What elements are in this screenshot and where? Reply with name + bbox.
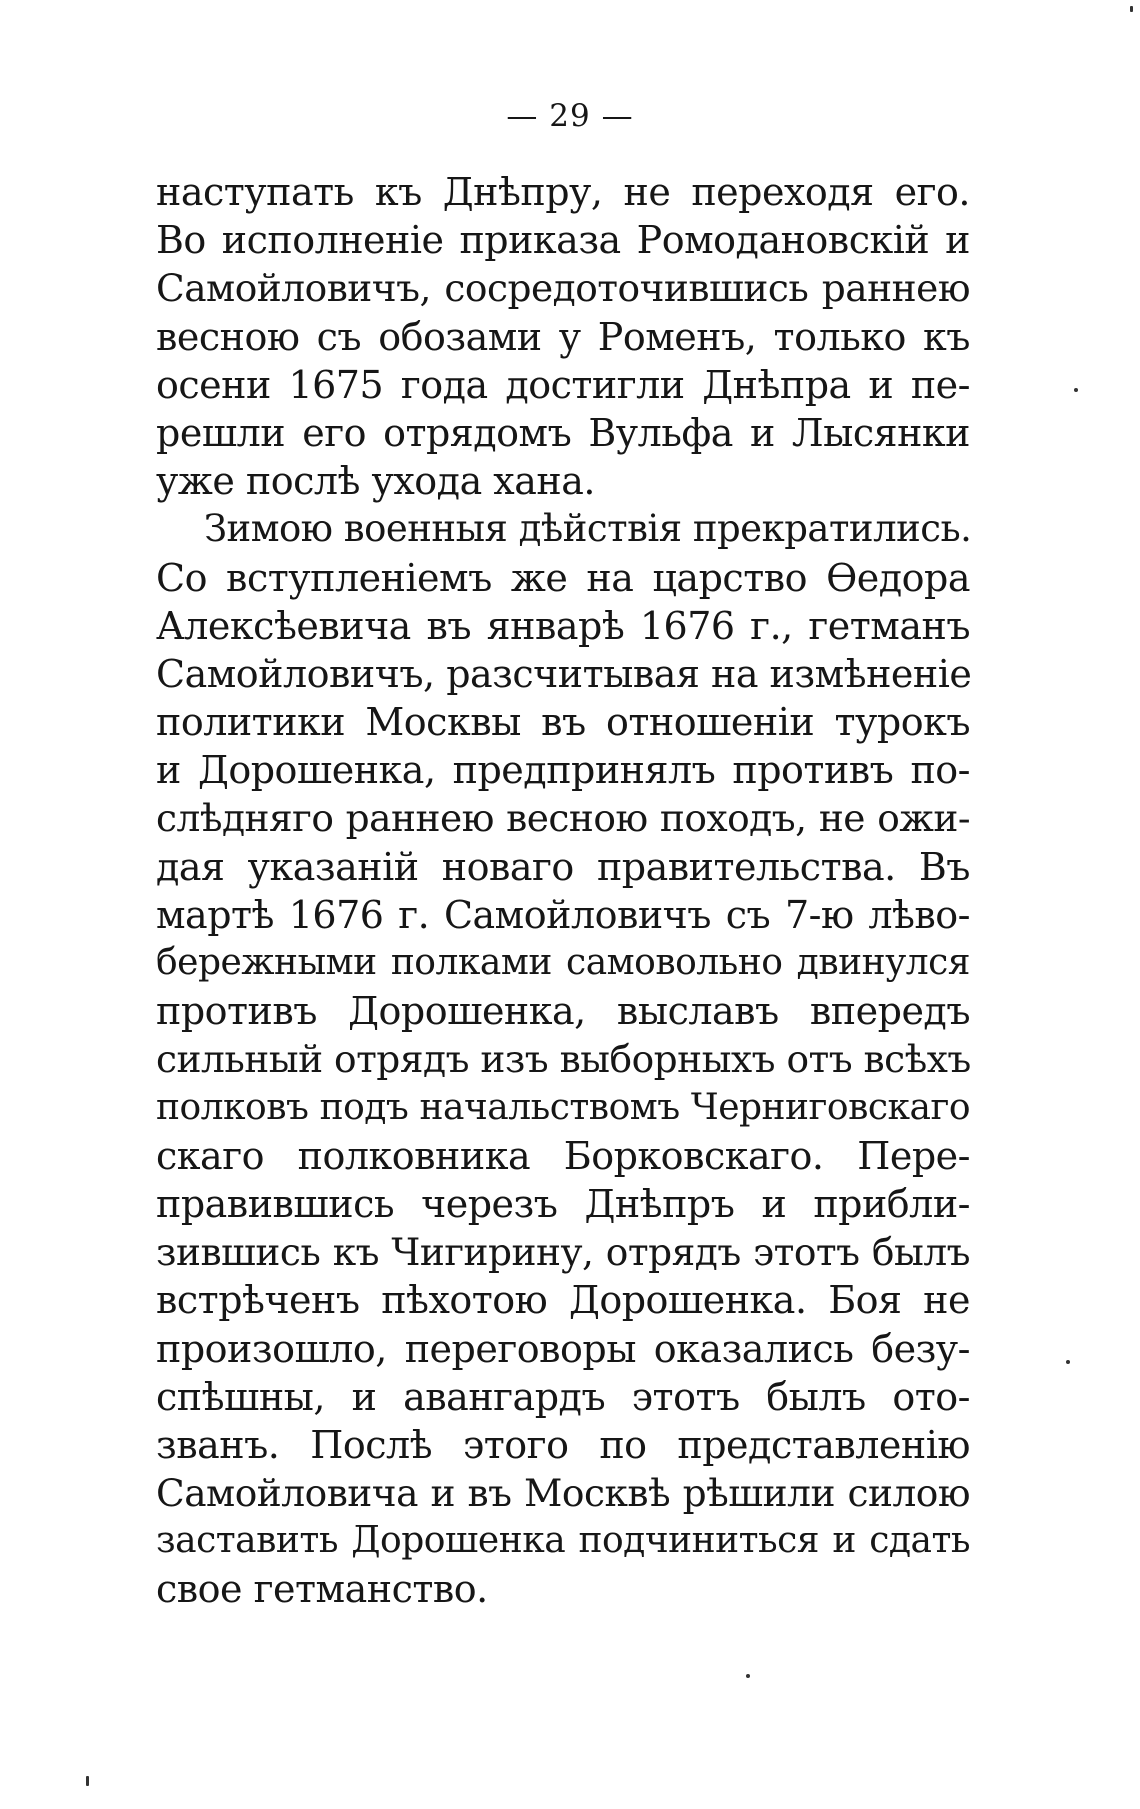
text-line: правившись черезъ Днѣпръ и прибли- xyxy=(156,1181,970,1226)
text-line: полковъ подъ начальствомъ Черниговскаго xyxy=(156,1086,970,1128)
scan-speck xyxy=(86,1776,89,1786)
text-line: мартѣ 1676 г. Самойловичъ съ 7-ю лѣво- xyxy=(156,892,970,937)
text-line: свое гетманство. xyxy=(156,1567,488,1612)
page-number: — 29 — xyxy=(506,98,634,134)
text-line: противъ Дорошенка, выславъ впередъ xyxy=(156,989,970,1034)
scan-speck xyxy=(746,1674,750,1678)
text-line: осени 1675 года достигли Днѣпра и пе- xyxy=(156,362,970,407)
text-line: дая указаній новаго правительства. Въ xyxy=(156,844,970,889)
text-line: политики Москвы въ отношеніи турокъ xyxy=(156,700,970,745)
text-line: Зимою военныя дѣйствія прекратились. xyxy=(204,507,972,551)
text-line: сильный отрядъ изъ выборныхъ отъ всѣхъ xyxy=(156,1037,971,1082)
text-line: Самойловичъ, сосредоточившись раннею xyxy=(156,266,970,311)
text-line: званъ. Послѣ этого по представленію xyxy=(156,1422,970,1467)
text-line: заставить Дорошенка подчиниться и сдать xyxy=(156,1520,970,1562)
text-line: Самойловичъ, разсчитывая на измѣненіе xyxy=(156,651,972,696)
text-line: наступать къ Днѣпру, не переходя его. xyxy=(156,170,970,214)
text-line: бережными полками самовольно двинулся xyxy=(156,942,970,983)
text-line: зившись къ Чигирину, отрядъ этотъ былъ xyxy=(156,1230,970,1275)
text-line: уже послѣ ухода хана. xyxy=(156,459,595,504)
text-line: встрѣченъ пѣхотою Дорошенка. Боя не xyxy=(156,1278,970,1323)
text-line: Со вступленіемъ же на царство Ѳедора xyxy=(156,555,970,600)
scan-speck xyxy=(1074,388,1078,392)
scan-speck xyxy=(1130,6,1133,12)
body-text xyxy=(156,168,970,1614)
text-line: скаго полковника Борковскаго. Пере- xyxy=(156,1133,970,1178)
text-line: произошло, переговоры оказались безу- xyxy=(156,1326,970,1371)
text-line: весною съ обозами у Роменъ, только къ xyxy=(156,314,970,359)
scan-speck xyxy=(1066,1360,1070,1364)
text-line: спѣшны, и авангардъ этотъ былъ ото- xyxy=(156,1374,970,1419)
text-line: Самойловича и въ Москвѣ рѣшили силою xyxy=(156,1471,970,1516)
text-line: решли его отрядомъ Вульфа и Лысянки xyxy=(156,410,970,455)
text-line: слѣдняго раннею весною походъ, не ожи- xyxy=(156,796,970,841)
text-line: Во исполненіе приказа Ромодановскій и xyxy=(156,218,970,263)
text-line: Алексѣевича въ январѣ 1676 г., гетманъ xyxy=(156,603,970,648)
text-line: и Дорошенка, предпринялъ противъ по- xyxy=(156,748,970,793)
